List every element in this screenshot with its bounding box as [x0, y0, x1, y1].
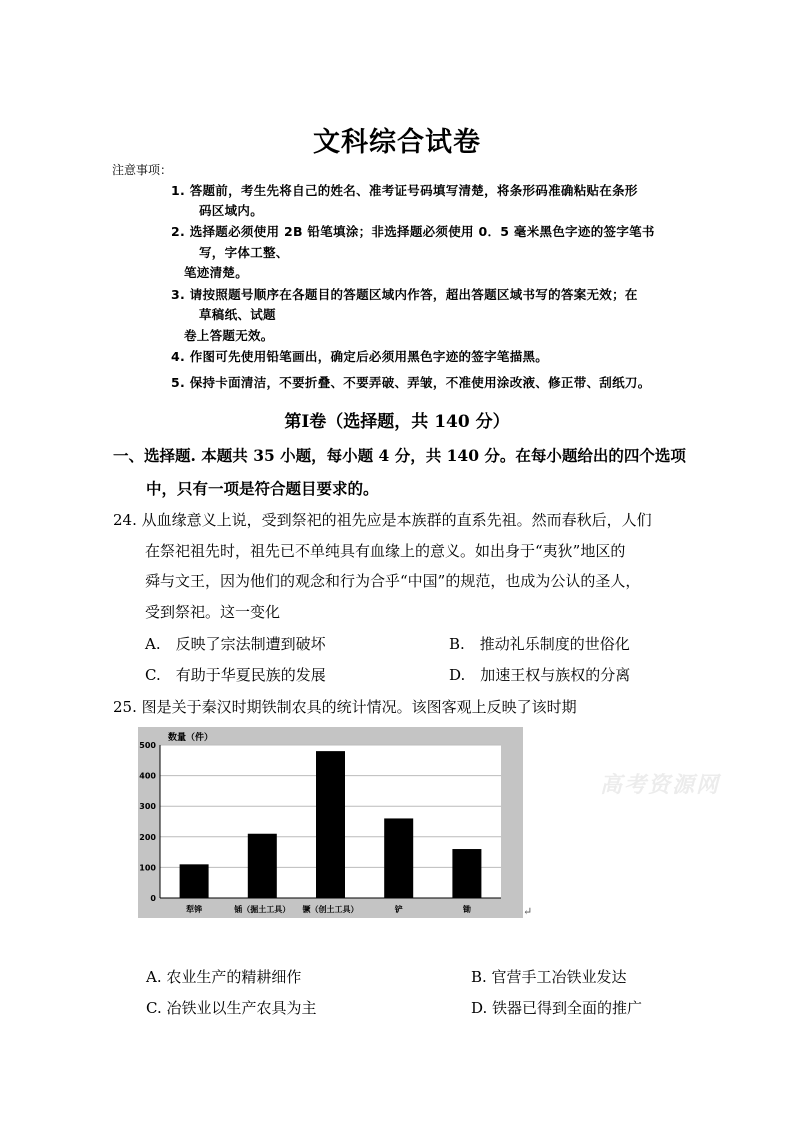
note-line: 3. 请按照题号顺序在各题目的答题区域内作答，超出答题区域书写的答案无效；在	[171, 287, 638, 302]
note-line: 码区域内。	[199, 203, 264, 218]
note-line: 2. 选择题必须使用 2B 铅笔填涂；非选择题必须使用 0．5 毫米黑色字迹的签字笔书	[171, 224, 655, 239]
bar	[384, 818, 413, 898]
y-tick-label: 200	[139, 832, 156, 842]
iron-tools-bar-chart	[138, 727, 523, 918]
section-title: 第Ⅰ卷（选择题，共 140 分）	[284, 412, 510, 432]
x-tick-label: 锸（掘土工具）	[234, 905, 291, 914]
x-tick-label: 镢（创土工具）	[302, 905, 359, 914]
note-line: 5. 保持卡面清洁，不要折叠、不要弄破、弄皱，不准使用涂改液、修正带、刮纸刀。	[171, 375, 651, 390]
x-tick-label: 锄	[462, 905, 471, 914]
notes-header: 注意事项：	[112, 163, 173, 177]
note-line: 草稿纸、试题	[199, 307, 276, 322]
q24-stem-line: 在祭祀祖先时，祖先已不单纯具有血缘上的意义。如出身于“夷狄”地区的	[145, 542, 626, 560]
q24-option-a: A. 反映了宗法制遭到破坏	[145, 635, 326, 653]
y-tick-label: 500	[139, 741, 156, 750]
exam-title: 文科综合试卷	[313, 127, 481, 158]
note-line: 笔迹清楚。	[184, 265, 249, 280]
section-instructions-line2: 中，只有一项是符合题目要求的。	[146, 479, 379, 498]
chart-svg	[138, 727, 523, 918]
y-tick-label: 0	[150, 894, 156, 903]
paragraph-mark-icon: ↵	[523, 905, 533, 918]
y-axis-label: 数量（件）	[168, 733, 214, 743]
q25-option-a: A. 农业生产的精耕细作	[146, 968, 302, 986]
bar	[248, 834, 277, 898]
q24-stem-line: 受到祭祀。这一变化	[145, 603, 281, 621]
section-instructions-line1: 一、选择题. 本题共 35 小题，每小题 4 分，共 140 分。在每小题给出的四个选项	[113, 446, 686, 465]
bar	[180, 864, 209, 898]
y-tick-label: 400	[139, 771, 156, 781]
bar	[452, 849, 481, 898]
q24-stem-line: 舜与文王，因为他们的观念和行为合乎“中国”的规范，也成为公认的圣人，	[145, 572, 641, 590]
x-tick-label: 犁铧	[186, 905, 203, 914]
note-line: 卷上答题无效。	[184, 328, 274, 343]
q24-stem-line: 24. 从血缘意义上说，受到祭祀的祖先应是本族群的直系先祖。然而春秋后，人们	[113, 511, 652, 529]
y-tick-label: 300	[139, 802, 156, 812]
q24-option-b: B. 推动礼乐制度的世俗化	[449, 635, 630, 653]
q25-stem: 25. 图是关于秦汉时期铁制农具的统计情况。该图客观上反映了该时期	[113, 698, 577, 716]
q25-option-d: D. 铁器已得到全面的推广	[471, 999, 643, 1017]
note-line: 写，字体工整、	[199, 245, 289, 260]
y-tick-label: 100	[139, 863, 156, 873]
q25-option-c: C. 冶铁业以生产农具为主	[146, 999, 317, 1017]
note-line: 4. 作图可先使用铅笔画出，确定后必须用黑色字迹的签字笔描黑。	[171, 349, 549, 364]
q24-option-c: C. 有助于华夏民族的发展	[145, 666, 326, 684]
note-line: 1. 答题前，考生先将自己的姓名、准考证号码填写清楚，将条形码准确粘贴在条形	[171, 183, 638, 198]
q24-option-d: D. 加速王权与族权的分离	[449, 666, 631, 684]
q25-option-b: B. 官营手工冶铁业发达	[471, 968, 627, 986]
bar	[316, 751, 345, 898]
watermark: 高考资源网	[600, 772, 721, 798]
x-tick-label: 铲	[394, 905, 403, 914]
